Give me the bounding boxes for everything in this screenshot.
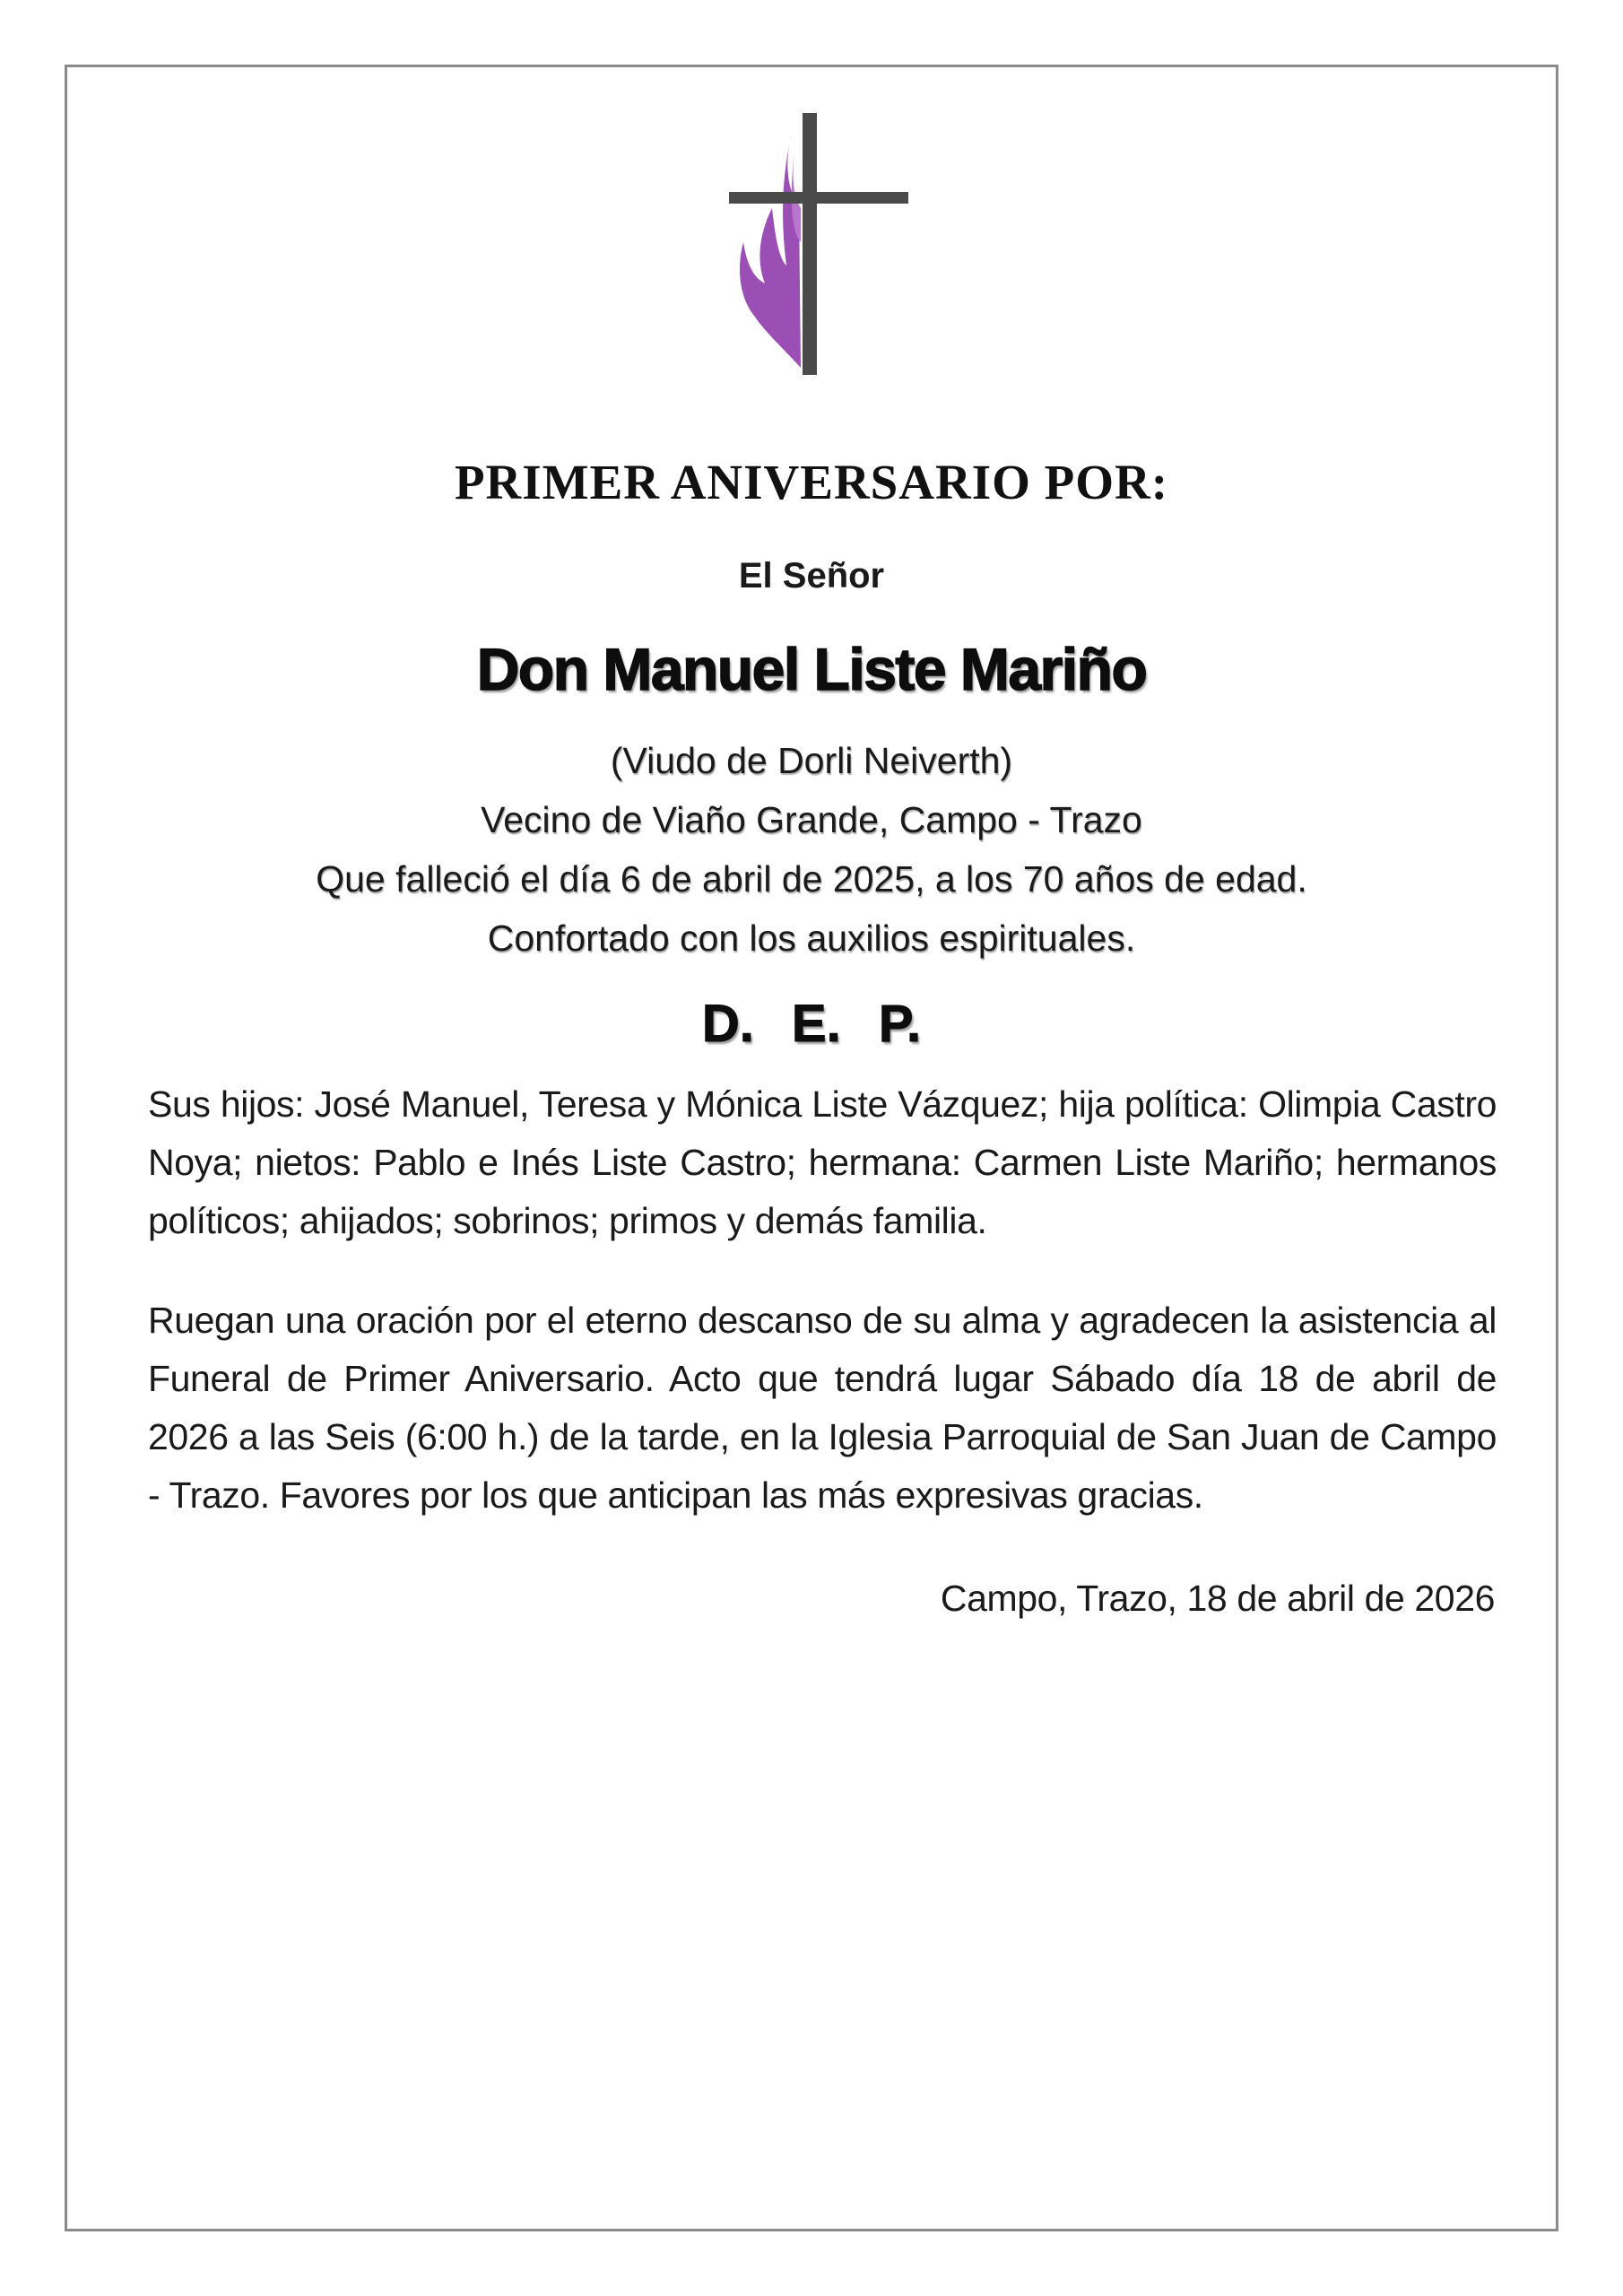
cross-horizontal-beam <box>729 192 908 204</box>
family-paragraph: Sus hijos: José Manuel, Teresa y Mónica Liste Vázquez; hija política: Olimpia Castro Noya; nietos: Pablo e Inés Liste Castro; hermana: Carmen Liste Mariño; hermanos políticos; ahijados; sobrinos; primos y demás familia. <box>148 1083 1497 1241</box>
dep-heading: D. E. P. <box>701 995 922 1053</box>
cross-vertical-beam <box>803 113 817 375</box>
flame-shape <box>740 133 801 368</box>
comfort-line: Confortado con los auxilios espirituales. <box>487 918 1136 959</box>
page-title: PRIMER ANIVERSARIO POR: <box>454 455 1169 509</box>
death-line: Que falleció el día 6 de abril de 2025, a los 70 años de edad. <box>316 858 1307 900</box>
honorific: El Señor <box>738 556 885 596</box>
request-paragraph: Ruegan una oración por el eterno descanso de su alma y agradecen la asistencia al Funeral de Primer Aniversario. Acto que tendrá lugar Sábado día 18 de abril de 2026 a las Seis (6:00 h.) de la tarde, en la Iglesia Parroquial de San Juan de Campo - Trazo. Favores por los que anticipan las más expresivas gracias. <box>148 1300 1497 1516</box>
deceased-name: Don Manuel Liste Mariño <box>476 636 1147 702</box>
cross-and-flame-icon <box>729 108 908 377</box>
deceased-details <box>0 731 1623 968</box>
widower-line: (Viudo de Dorli Neiverth) <box>610 740 1013 781</box>
residence-line: Vecino de Viaño Grande, Campo - Trazo <box>481 799 1142 840</box>
place-and-date: Campo, Trazo, 18 de abril de 2026 <box>940 1578 1495 1619</box>
